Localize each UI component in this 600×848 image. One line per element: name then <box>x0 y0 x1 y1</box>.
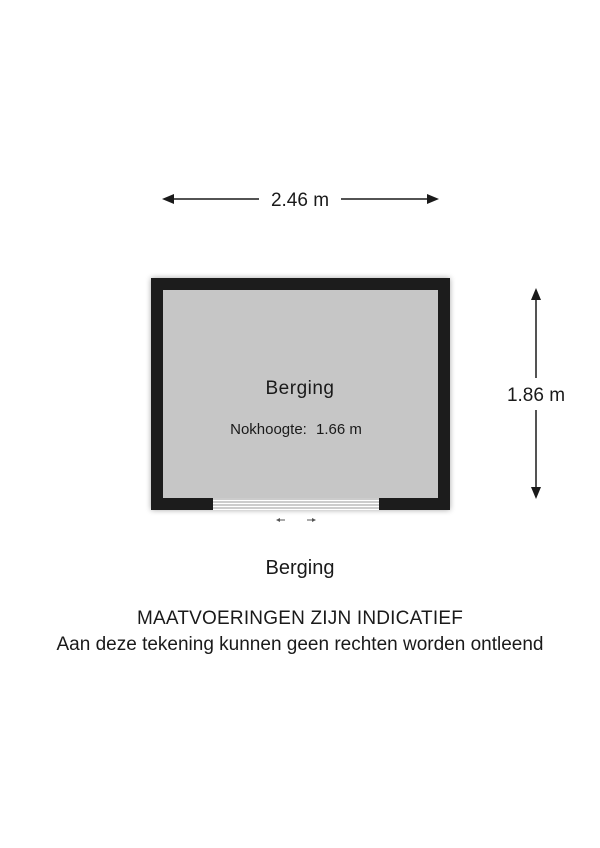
arrow-down-icon <box>531 487 541 499</box>
ridge-height-value: 1.66 m <box>316 421 362 438</box>
room-name: Berging <box>265 378 335 399</box>
depth-label: 1.86 m <box>506 385 566 406</box>
room-berging <box>151 278 450 522</box>
arrow-up-icon <box>531 288 541 300</box>
disclaimer-title: MAATVOERINGEN ZIJN INDICATIEF <box>137 608 463 629</box>
arrow-left-icon <box>162 194 174 204</box>
width-label: 2.46 m <box>270 190 330 211</box>
floor-title: Berging <box>265 557 335 579</box>
disclaimer-text: Aan deze tekening kunnen geen rechten worden ontleend <box>56 634 544 655</box>
depth-dimension <box>507 288 565 499</box>
sliding-door-arrows-icon <box>276 518 316 522</box>
arrow-right-icon <box>427 194 439 204</box>
ridge-height <box>230 421 362 438</box>
ridge-height-label: Nokhoogte: <box>230 421 307 438</box>
width-dimension <box>162 190 439 211</box>
